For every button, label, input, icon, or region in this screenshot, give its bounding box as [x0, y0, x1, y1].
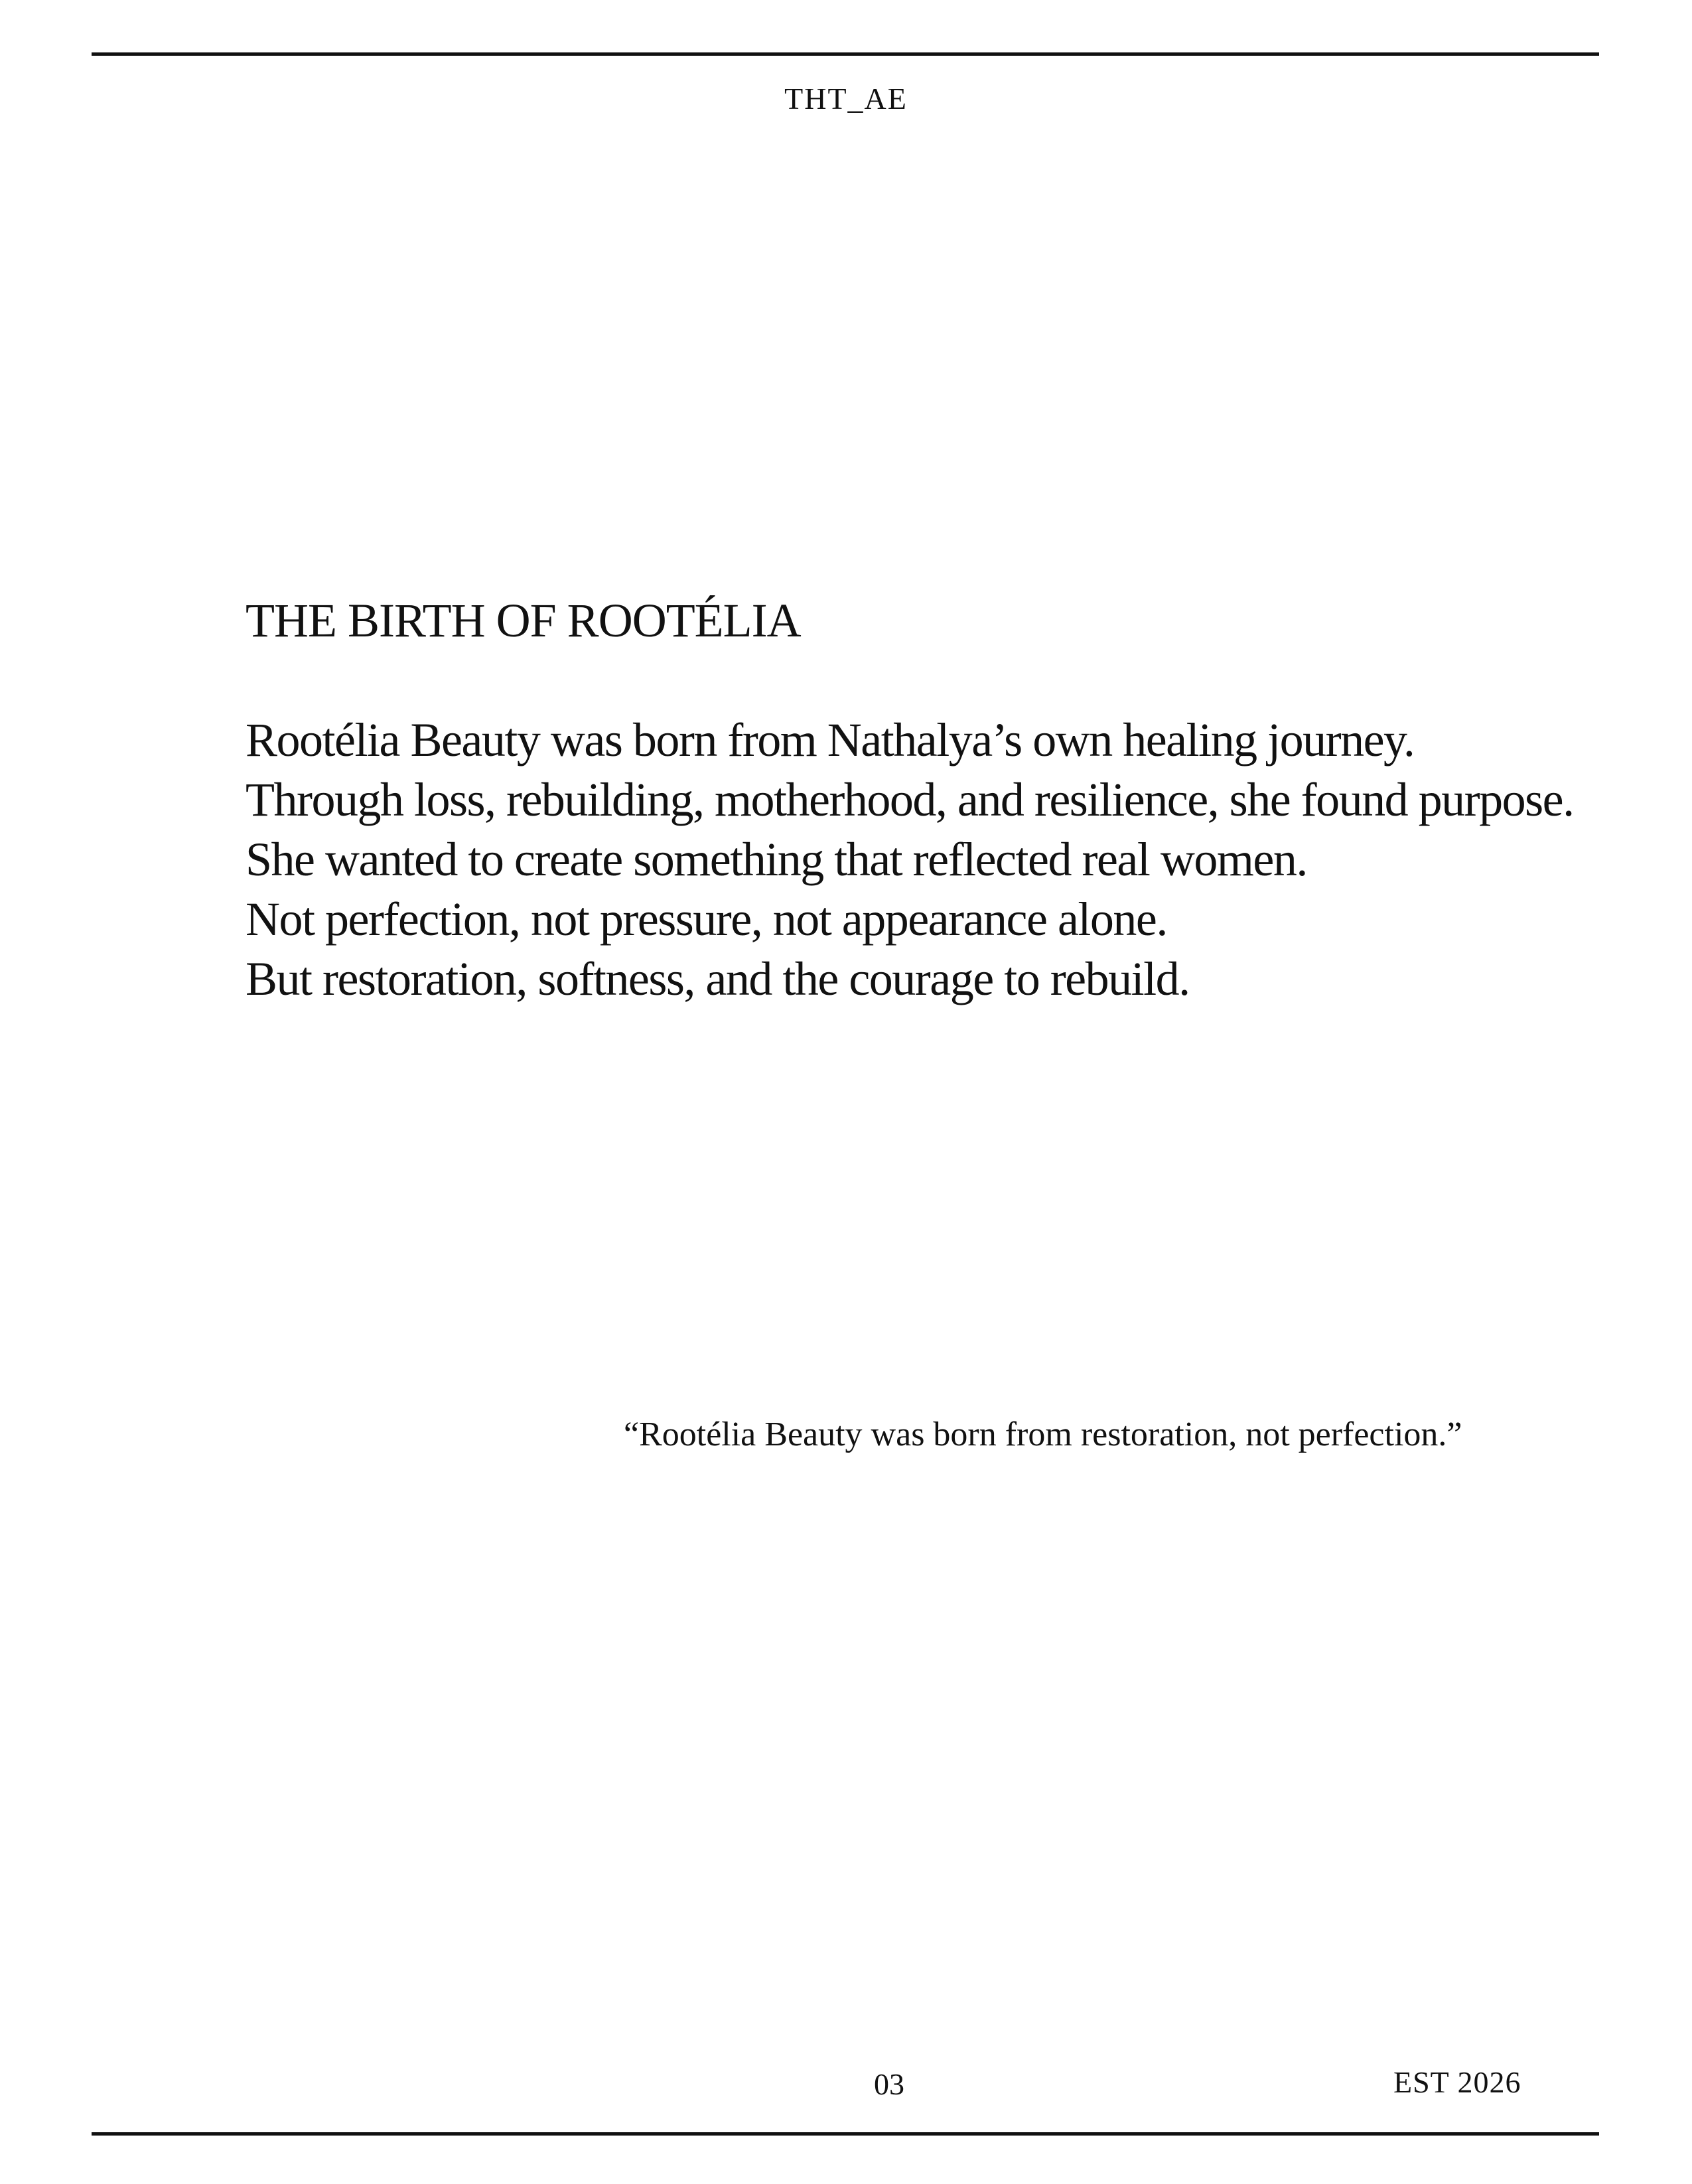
- top-rule: [92, 52, 1599, 56]
- body-line-2: Through loss, rebuilding, motherhood, and resilience, she found purpose.: [246, 773, 1574, 826]
- page-number: 03: [874, 2067, 904, 2101]
- section-title: THE BIRTH OF ROOTÉLIA: [246, 594, 801, 647]
- est-label: EST 2026: [1393, 2065, 1521, 2099]
- body-paragraph: [246, 710, 1639, 1009]
- body-line-4: Not perfection, not pressure, not appearance alone.: [246, 893, 1167, 946]
- bottom-rule: [92, 2132, 1599, 2136]
- header-label: THT_AE: [784, 82, 908, 115]
- body-line-5: But restoration, softness, and the courage to rebuild.: [246, 952, 1190, 1005]
- body-line-3: She wanted to create something that reflected real women.: [246, 833, 1307, 886]
- body-line-1: Rootélia Beauty was born from Nathalya’s own healing journey.: [246, 713, 1415, 766]
- pull-quote: “Rootélia Beauty was born from restoration, not perfection.”: [624, 1416, 1462, 1453]
